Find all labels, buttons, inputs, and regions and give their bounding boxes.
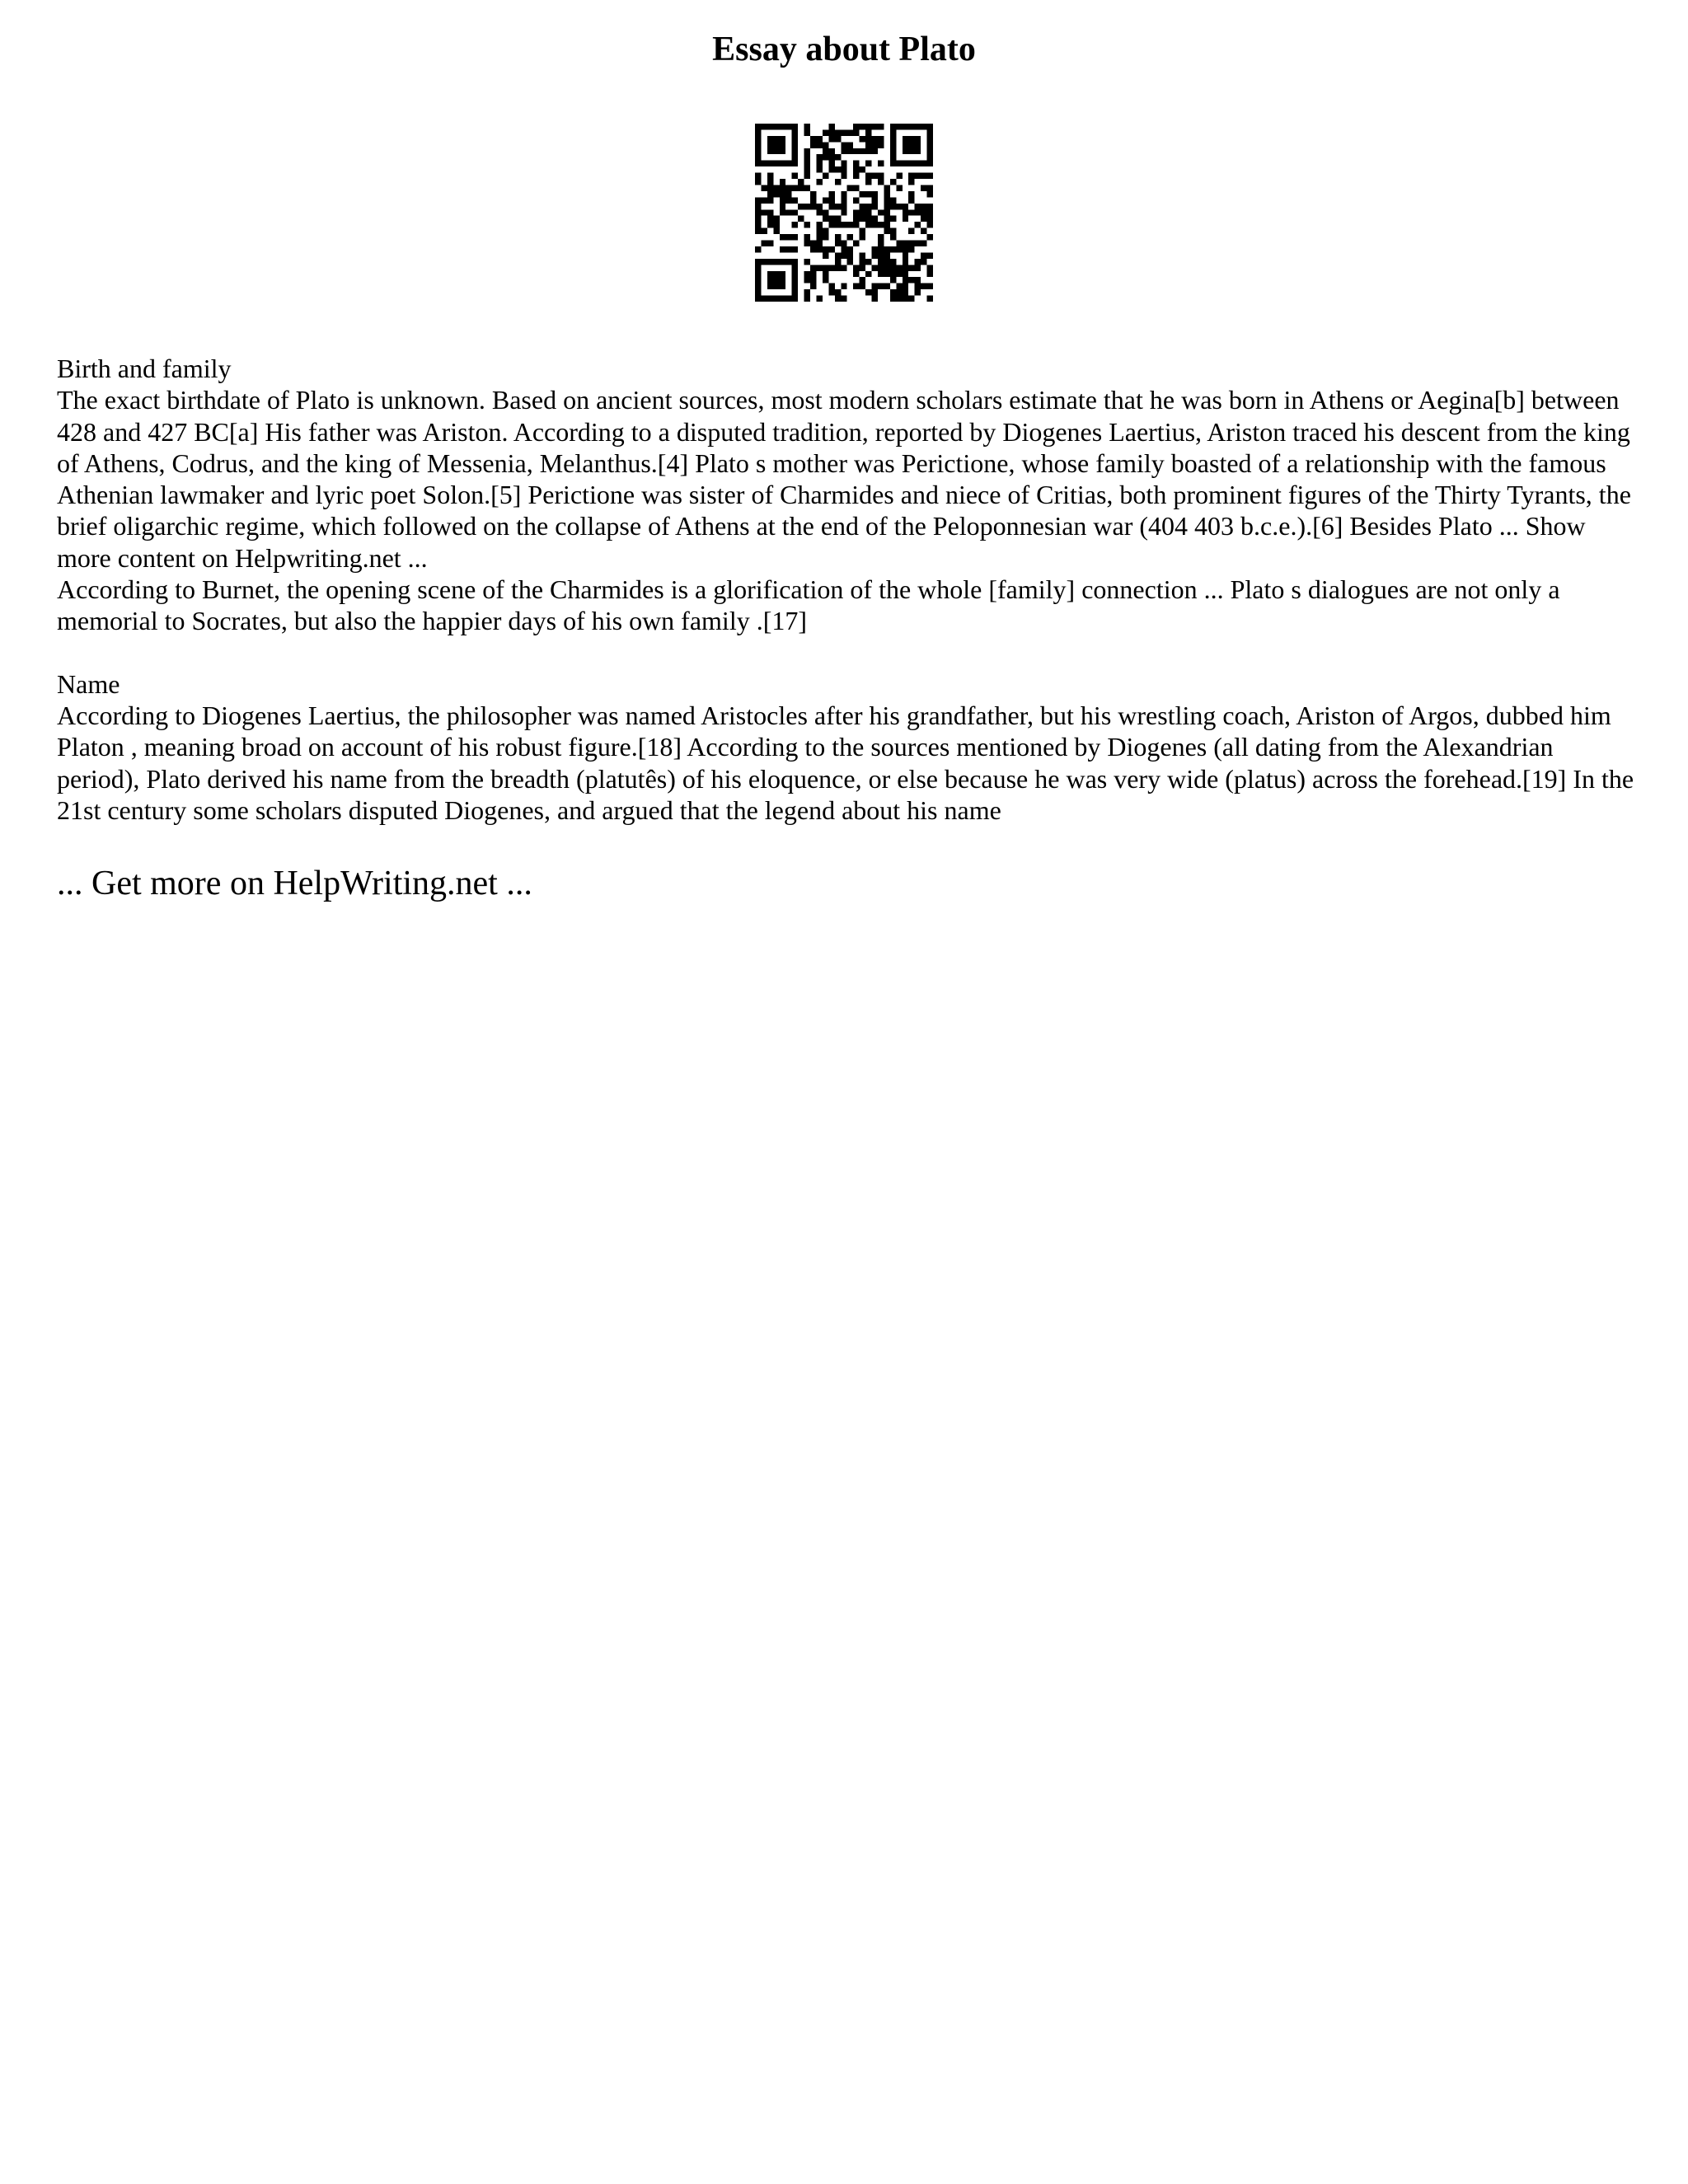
essay-body <box>57 353 1635 826</box>
section-spacer <box>57 637 1635 668</box>
section-heading-name: Name <box>57 668 120 699</box>
get-more-link[interactable]: ... Get more on HelpWriting.net ... <box>57 865 532 902</box>
qr-code-icon[interactable] <box>755 124 933 302</box>
paragraph-birth-and-family-1: The exact birthdate of Plato is unknown. Based on ancient sources, most modern scholars estimate that he was born in Athens or Aegina[b] between 428 and 427 BC[a] His father was Ariston. According to a disputed tradition, reported by Diogenes Laertius, Ariston traced his descent from the king of Athens, Codrus, and the king of Messenia, Melanthus.[4] Plato s mother was Perictione, whose family boasted of a relationship with the famous Athenian lawmaker and lyric poet Solon.[5] Perictione was sister of Charmides and niece of Critias, both prominent figures of the Thirty Tyrants, the brief oligarchic regime, which followed on the collapse of Athens at the end of the Peloponnesian war (404 403 b.c.e.).[6] Besides Plato ... Show more content on Helpwriting.net ... <box>57 385 1631 573</box>
page-title: Essay about Plato <box>712 30 976 68</box>
section-heading-birth-and-family: Birth and family <box>57 354 232 383</box>
paragraph-name-1: According to Diogenes Laertius, the philosopher was named Aristocles after his grandfather, but his wrestling coach, Ariston of Argos, dubbed him Platon , meaning broad on account of his robust figure.[18] According to the sources mentioned by Diogenes (all dating from the Alexandrian period), Plato derived his name from the breadth (platutês) of his eloquence, or else because he was very wide (platus) across the forehead.[19] In the 21st century some scholars disputed Diogenes, and argued that the legend about his name <box>57 700 1634 825</box>
qr-code-graphic <box>755 124 933 302</box>
paragraph-birth-and-family-2: According to Burnet, the opening scene of the Charmides is a glorification of the whole [family] connection ... Plato s dialogues are not only a memorial to Socrates, but also the happier days of his own family .[17] <box>57 574 1560 636</box>
